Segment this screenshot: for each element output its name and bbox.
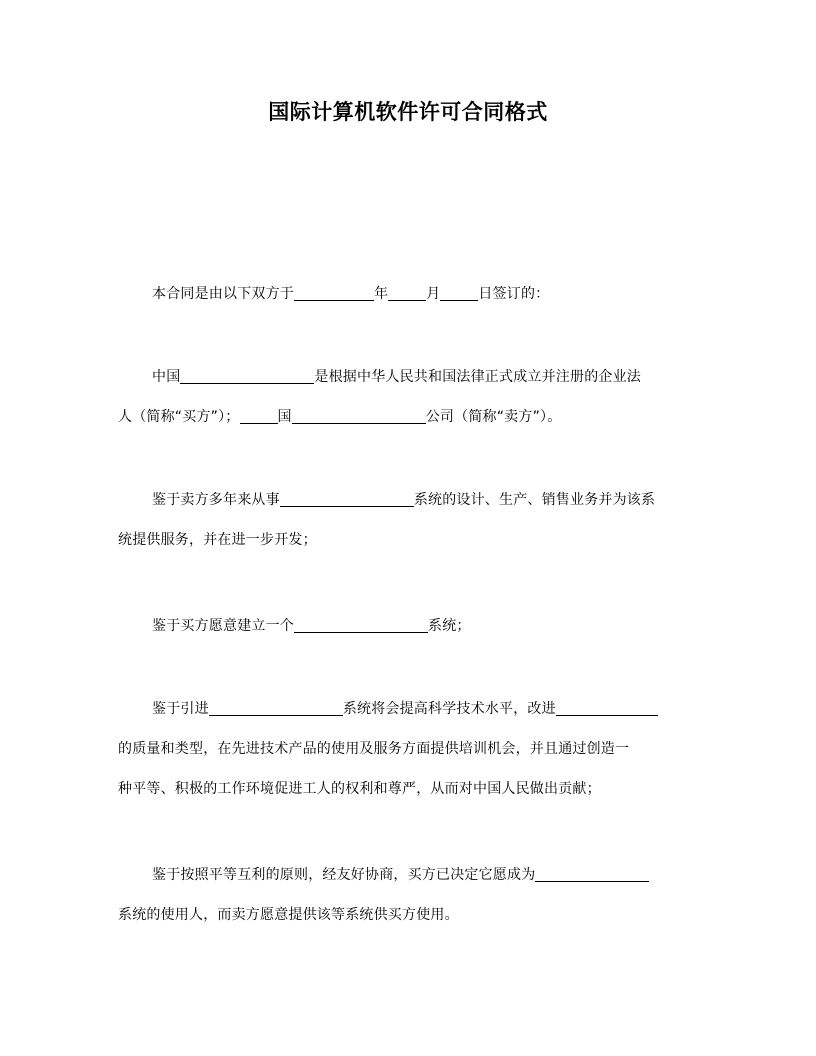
text-segment: 月 — [426, 286, 441, 302]
buyer-name-blank — [180, 367, 314, 384]
paragraph-parties — [118, 357, 698, 437]
paragraph-buyer-intent — [118, 606, 698, 646]
text-segment: 人（简称“买方”）； — [118, 409, 240, 425]
text-segment: 鉴于按照平等互利的原则，经友好协商，买方已决定它愿成为 — [152, 867, 536, 883]
text-segment: 鉴于买方愿意建立一个 — [152, 618, 294, 634]
text-segment: 鉴于卖方多年来从事 — [152, 492, 280, 508]
system-user-blank — [535, 865, 649, 882]
text-segment: 本合同是由以下双方于 — [152, 286, 294, 302]
text-segment: 系统的设计、生产、销售业务并为该系 — [413, 492, 656, 508]
text-segment: 年 — [374, 286, 389, 302]
paragraph-line — [118, 480, 698, 520]
paragraph-line — [118, 855, 698, 895]
paragraph-line — [118, 397, 698, 437]
paragraph-line — [118, 274, 698, 314]
text-segment: 国 — [277, 409, 292, 425]
paragraph-line — [118, 729, 698, 769]
text-segment: 统提供服务，并在进一步开发； — [118, 532, 317, 548]
month-blank — [388, 284, 426, 301]
paragraph-line — [118, 520, 698, 560]
paragraph-line — [118, 357, 698, 397]
paragraph-seller-business — [118, 480, 698, 560]
text-segment: 的质量和类型，在先进技术产品的使用及服务方面提供培训机会，并且通过创造一 — [118, 741, 630, 757]
paragraph-line — [118, 689, 698, 729]
year-blank — [294, 284, 374, 301]
day-blank — [440, 284, 478, 301]
text-segment: 中国 — [152, 369, 181, 385]
system-name-blank — [209, 699, 343, 716]
paragraph-line — [118, 769, 698, 809]
text-segment: 日签订的： — [478, 286, 550, 302]
paragraph-signing-date — [118, 274, 698, 314]
paragraph-agreement — [118, 855, 698, 935]
text-segment: 系统将会提高科学技术水平，改进 — [342, 701, 556, 717]
paragraph-line — [118, 895, 698, 935]
system-name-blank — [280, 490, 414, 507]
document-title: 国际计算机软件许可合同格式 — [268, 100, 548, 124]
seller-country-blank — [240, 407, 278, 424]
text-segment: 公司（简称“卖方”）。 — [425, 409, 562, 425]
paragraph-line — [118, 606, 698, 646]
text-segment: 种平等、积极的工作环境促进工人的权利和尊严，从而对中国人民做出贡献； — [118, 781, 601, 797]
text-segment: 鉴于引进 — [152, 701, 209, 717]
text-segment: 系统； — [428, 618, 471, 634]
paragraph-introduction-benefits — [118, 689, 698, 809]
system-name-blank — [294, 616, 428, 633]
text-segment: 是根据中华人民共和国法律正式成立并注册的企业法 — [314, 369, 642, 385]
text-segment: 系统的使用人，而卖方愿意提供该等系统供买方使用。 — [118, 907, 459, 923]
improvement-blank — [556, 699, 658, 716]
seller-company-blank — [292, 407, 426, 424]
